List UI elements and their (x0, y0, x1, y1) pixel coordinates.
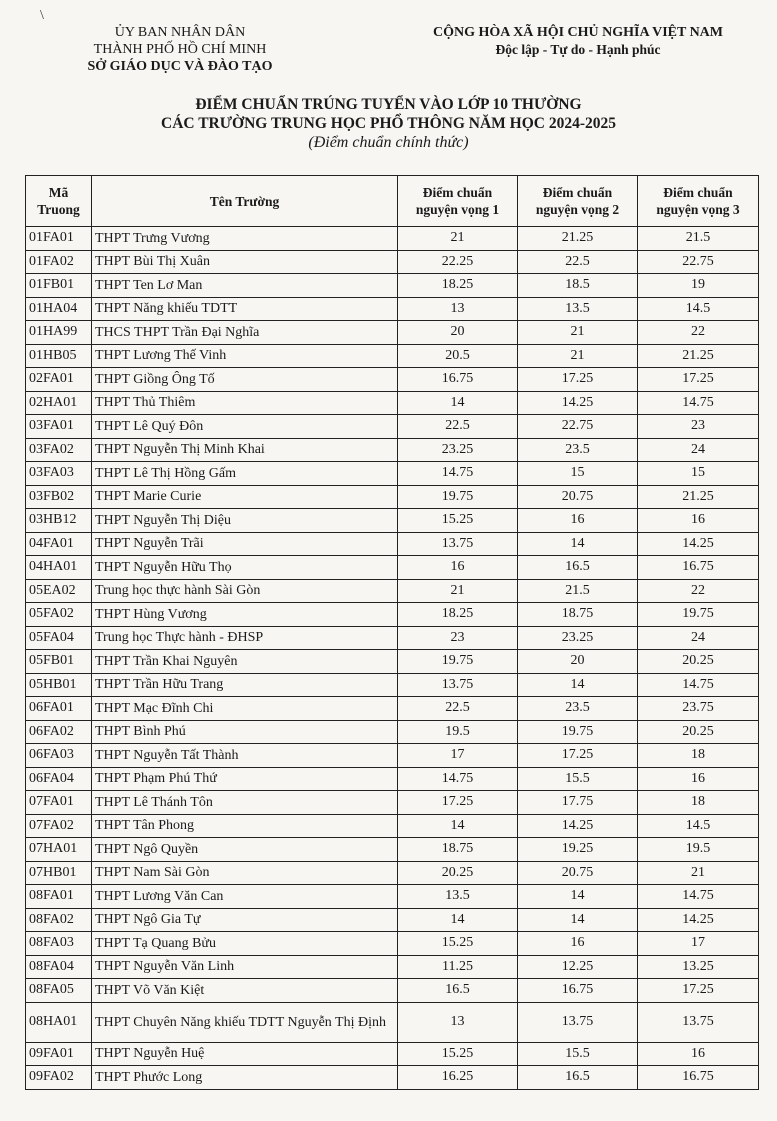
table-row (26, 908, 759, 932)
school-name-cell: THPT Hùng Vương (92, 603, 398, 627)
issuer-line-2: THÀNH PHỐ HỒ CHÍ MINH (93, 42, 267, 57)
school-code-cell: 08FA04 (26, 955, 92, 979)
table-row (26, 744, 759, 768)
school-name-cell: THPT Giồng Ông Tố (92, 368, 398, 392)
score-nv2-cell: 17.25 (518, 744, 638, 768)
score-nv2-cell: 21.5 (518, 579, 638, 603)
table-row (26, 368, 759, 392)
school-code-cell: 07HB01 (26, 861, 92, 885)
issuer-line-3: SỞ GIÁO DỤC VÀ ĐÀO TẠO (87, 59, 273, 74)
score-nv1-cell: 23 (398, 626, 518, 650)
score-nv2-cell: 16.5 (518, 1066, 638, 1090)
score-nv3-cell: 20.25 (638, 720, 759, 744)
school-name-cell: THPT Nguyễn Hữu Thọ (92, 556, 398, 580)
school-name-cell: THPT Thủ Thiêm (92, 391, 398, 415)
school-code-cell: 06FA04 (26, 767, 92, 791)
score-nv1-cell: 13 (398, 1002, 518, 1042)
table-row (26, 932, 759, 956)
score-nv3-cell: 18 (638, 744, 759, 768)
score-nv3-cell: 15 (638, 462, 759, 486)
score-nv2-cell: 14 (518, 532, 638, 556)
score-nv1-cell: 22.5 (398, 415, 518, 439)
score-nv2-cell: 20.75 (518, 485, 638, 509)
table-row (26, 697, 759, 721)
header-nv2-line-1: Điểm chuẩn (542, 185, 613, 200)
score-nv3-cell: 16.75 (638, 1066, 759, 1090)
score-nv3-cell: 14.75 (638, 673, 759, 697)
score-nv2-cell: 22.75 (518, 415, 638, 439)
score-nv3-cell: 18 (638, 791, 759, 815)
table-row (26, 979, 759, 1003)
school-name-cell: THPT Nam Sài Gòn (92, 861, 398, 885)
header-nv1-line-2: nguyện vọng 1 (415, 202, 500, 217)
school-name-cell: THPT Tân Phong (92, 814, 398, 838)
score-nv2-cell: 16.75 (518, 979, 638, 1003)
score-nv3-cell: 13.75 (638, 1002, 759, 1042)
score-nv2-cell: 14 (518, 673, 638, 697)
school-code-cell: 05EA02 (26, 579, 92, 603)
score-nv1-cell: 21 (398, 579, 518, 603)
school-code-cell: 02HA01 (26, 391, 92, 415)
school-code-cell: 08FA05 (26, 979, 92, 1003)
score-nv3-cell: 16 (638, 1042, 759, 1066)
school-name-cell: THPT Nguyễn Thị Minh Khai (92, 438, 398, 462)
score-nv2-cell: 23.25 (518, 626, 638, 650)
school-code-cell: 05FA04 (26, 626, 92, 650)
score-nv3-cell: 19.75 (638, 603, 759, 627)
score-nv1-cell: 16.5 (398, 979, 518, 1003)
score-nv3-cell: 21.25 (638, 344, 759, 368)
score-nv1-cell: 16.75 (398, 368, 518, 392)
school-name-cell: THPT Lương Thế Vinh (92, 344, 398, 368)
school-code-cell: 01FB01 (26, 274, 92, 298)
score-nv2-cell: 23.5 (518, 438, 638, 462)
score-nv2-cell: 13.75 (518, 1002, 638, 1042)
score-nv2-cell: 14.25 (518, 391, 638, 415)
school-name-cell: THPT Phước Long (92, 1066, 398, 1090)
score-nv1-cell: 23.25 (398, 438, 518, 462)
school-code-cell: 06FA02 (26, 720, 92, 744)
table-row (26, 838, 759, 862)
table-row (26, 556, 759, 580)
table-row (26, 297, 759, 321)
school-name-cell: THPT Ngô Gia Tự (92, 908, 398, 932)
document-title (0, 95, 777, 133)
score-nv1-cell: 18.75 (398, 838, 518, 862)
school-code-cell: 08FA01 (26, 885, 92, 909)
table-row (26, 1066, 759, 1090)
school-name-cell: Trung học thực hành Sài Gòn (92, 579, 398, 603)
score-nv1-cell: 16.25 (398, 1066, 518, 1090)
document-subtitle: (Điểm chuẩn chính thức) (308, 134, 469, 151)
table-row (26, 885, 759, 909)
school-code-cell: 01FA01 (26, 227, 92, 251)
score-nv3-cell: 16 (638, 767, 759, 791)
score-nv3-cell: 14.5 (638, 297, 759, 321)
score-nv3-cell: 14.75 (638, 885, 759, 909)
national-motto-block (398, 24, 758, 58)
school-code-cell: 09FA01 (26, 1042, 92, 1066)
school-code-cell: 01FA02 (26, 250, 92, 274)
school-code-cell: 08FA03 (26, 932, 92, 956)
table-row (26, 344, 759, 368)
header-nv1-line-1: Điểm chuẩn (422, 185, 493, 200)
header-nv3-line-1: Điểm chuẩn (663, 185, 733, 200)
school-code-cell: 03FA02 (26, 438, 92, 462)
score-nv1-cell: 18.25 (398, 603, 518, 627)
score-nv3-cell: 14.25 (638, 532, 759, 556)
title-line-2: CÁC TRƯỜNG TRUNG HỌC PHỔ THÔNG NĂM HỌC 2024-2025 (161, 115, 616, 132)
score-nv3-cell: 16.75 (638, 556, 759, 580)
school-name-cell: THPT Lương Văn Can (92, 885, 398, 909)
header-school-name (92, 176, 398, 227)
table-row (26, 227, 759, 251)
issuer-line-1: ỦY BAN NHÂN DÂN (114, 25, 246, 40)
table-row (26, 274, 759, 298)
school-name-cell: THPT Phạm Phú Thứ (92, 767, 398, 791)
score-nv3-cell: 22 (638, 321, 759, 345)
school-name-cell: THPT Bùi Thị Xuân (92, 250, 398, 274)
score-nv1-cell: 20.5 (398, 344, 518, 368)
table-row (26, 532, 759, 556)
school-code-cell: 01HA99 (26, 321, 92, 345)
score-nv3-cell: 19 (638, 274, 759, 298)
table-row (26, 650, 759, 674)
school-code-cell: 04HA01 (26, 556, 92, 580)
issuer-block (60, 24, 300, 75)
score-nv2-cell: 16 (518, 509, 638, 533)
school-name-cell: THPT Lê Thị Hồng Gấm (92, 462, 398, 486)
school-name-cell: THPT Nguyễn Trãi (92, 532, 398, 556)
score-nv3-cell: 14.75 (638, 391, 759, 415)
school-name-cell: THPT Nguyễn Thị Diệu (92, 509, 398, 533)
school-code-cell: 05FA02 (26, 603, 92, 627)
score-nv3-cell: 22 (638, 579, 759, 603)
score-nv1-cell: 11.25 (398, 955, 518, 979)
table-row (26, 861, 759, 885)
table-row (26, 603, 759, 627)
header-name-label: Tên Trường (209, 193, 280, 209)
school-name-cell: THPT Bình Phú (92, 720, 398, 744)
school-code-cell: 06FA01 (26, 697, 92, 721)
score-nv1-cell: 15.25 (398, 509, 518, 533)
school-name-cell: THCS THPT Trần Đại Nghĩa (92, 321, 398, 345)
school-name-cell: THPT Marie Curie (92, 485, 398, 509)
table-row (26, 250, 759, 274)
score-nv2-cell: 16.5 (518, 556, 638, 580)
score-nv1-cell: 14.75 (398, 767, 518, 791)
score-nv1-cell: 14 (398, 391, 518, 415)
score-nv1-cell: 22.5 (398, 697, 518, 721)
table-row (26, 1002, 759, 1042)
school-name-cell: Trung học Thực hành - ĐHSP (92, 626, 398, 650)
table-row (26, 485, 759, 509)
table-row (26, 791, 759, 815)
school-code-cell: 08FA02 (26, 908, 92, 932)
score-nv1-cell: 17.25 (398, 791, 518, 815)
score-nv2-cell: 14 (518, 908, 638, 932)
score-nv3-cell: 21.25 (638, 485, 759, 509)
school-code-cell: 01HA04 (26, 297, 92, 321)
school-code-cell: 03FB02 (26, 485, 92, 509)
header-school-code (26, 176, 92, 227)
table-row (26, 814, 759, 838)
score-nv3-cell: 24 (638, 626, 759, 650)
school-name-cell: THPT Tạ Quang Bửu (92, 932, 398, 956)
school-code-cell: 09FA02 (26, 1066, 92, 1090)
score-nv3-cell: 21.5 (638, 227, 759, 251)
score-nv1-cell: 13.75 (398, 673, 518, 697)
table-row (26, 321, 759, 345)
national-title: CỘNG HÒA XÃ HỘI CHỦ NGHĨA VIỆT NAM (432, 25, 723, 40)
table-row (26, 509, 759, 533)
score-nv3-cell: 17 (638, 932, 759, 956)
score-nv2-cell: 21.25 (518, 227, 638, 251)
score-nv1-cell: 14.75 (398, 462, 518, 486)
header-score-nv2 (518, 176, 638, 227)
table-row (26, 720, 759, 744)
score-nv1-cell: 22.25 (398, 250, 518, 274)
score-nv1-cell: 13 (398, 297, 518, 321)
school-name-cell: THPT Nguyễn Huệ (92, 1042, 398, 1066)
table-row (26, 462, 759, 486)
score-nv1-cell: 19.75 (398, 485, 518, 509)
score-nv3-cell: 23 (638, 415, 759, 439)
score-nv1-cell: 20 (398, 321, 518, 345)
score-nv2-cell: 23.5 (518, 697, 638, 721)
score-nv2-cell: 19.25 (518, 838, 638, 862)
header-score-nv3 (638, 176, 759, 227)
corner-mark: \ (40, 8, 44, 23)
school-name-cell: THPT Năng khiếu TDTT (92, 297, 398, 321)
school-code-cell: 03FA01 (26, 415, 92, 439)
school-name-cell: THPT Nguyễn Tất Thành (92, 744, 398, 768)
score-nv3-cell: 19.5 (638, 838, 759, 862)
school-name-cell: THPT Võ Văn Kiệt (92, 979, 398, 1003)
score-nv1-cell: 21 (398, 227, 518, 251)
table-row (26, 438, 759, 462)
score-nv2-cell: 15.5 (518, 1042, 638, 1066)
score-nv3-cell: 20.25 (638, 650, 759, 674)
school-code-cell: 07FA02 (26, 814, 92, 838)
table-row (26, 767, 759, 791)
table-row (26, 626, 759, 650)
school-name-cell: THPT Nguyễn Văn Linh (92, 955, 398, 979)
table-header-row (26, 176, 759, 227)
table-row (26, 579, 759, 603)
score-nv1-cell: 18.25 (398, 274, 518, 298)
score-nv1-cell: 13.75 (398, 532, 518, 556)
school-name-cell: THPT Ngô Quyền (92, 838, 398, 862)
score-nv1-cell: 19.75 (398, 650, 518, 674)
score-nv2-cell: 21 (518, 344, 638, 368)
table-row (26, 415, 759, 439)
score-nv2-cell: 18.5 (518, 274, 638, 298)
school-name-cell: THPT Chuyên Năng khiếu TDTT Nguyễn Thị Định (92, 1002, 398, 1042)
score-nv2-cell: 18.75 (518, 603, 638, 627)
score-nv3-cell: 22.75 (638, 250, 759, 274)
score-nv3-cell: 14.5 (638, 814, 759, 838)
header-nv3-line-2: nguyện vọng 3 (656, 202, 740, 217)
school-code-cell: 07FA01 (26, 791, 92, 815)
score-nv1-cell: 14 (398, 908, 518, 932)
school-name-cell: THPT Lê Quý Đôn (92, 415, 398, 439)
score-nv2-cell: 17.25 (518, 368, 638, 392)
score-nv2-cell: 17.75 (518, 791, 638, 815)
score-nv2-cell: 20 (518, 650, 638, 674)
school-code-cell: 05FB01 (26, 650, 92, 674)
score-table (25, 175, 759, 1090)
school-name-cell: THPT Lê Thánh Tôn (92, 791, 398, 815)
header-nv2-line-2: nguyện vọng 2 (535, 202, 620, 217)
score-nv2-cell: 21 (518, 321, 638, 345)
score-nv3-cell: 17.25 (638, 368, 759, 392)
score-nv2-cell: 14 (518, 885, 638, 909)
school-name-cell: THPT Ten Lơ Man (92, 274, 398, 298)
score-nv1-cell: 16 (398, 556, 518, 580)
score-nv3-cell: 21 (638, 861, 759, 885)
score-nv2-cell: 15.5 (518, 767, 638, 791)
school-code-cell: 04FA01 (26, 532, 92, 556)
score-nv2-cell: 12.25 (518, 955, 638, 979)
school-code-cell: 06FA03 (26, 744, 92, 768)
table-row (26, 1042, 759, 1066)
school-code-cell: 05HB01 (26, 673, 92, 697)
score-nv3-cell: 14.25 (638, 908, 759, 932)
header-code-line-2: Truong (37, 202, 80, 217)
score-nv2-cell: 19.75 (518, 720, 638, 744)
header-code-line-1: Mã (48, 185, 69, 200)
score-nv2-cell: 16 (518, 932, 638, 956)
score-nv2-cell: 20.75 (518, 861, 638, 885)
table-row (26, 955, 759, 979)
school-name-cell: THPT Trưng Vương (92, 227, 398, 251)
school-code-cell: 03HB12 (26, 509, 92, 533)
school-code-cell: 03FA03 (26, 462, 92, 486)
score-nv2-cell: 14.25 (518, 814, 638, 838)
school-code-cell: 08HA01 (26, 1002, 92, 1042)
score-nv3-cell: 17.25 (638, 979, 759, 1003)
score-nv3-cell: 16 (638, 509, 759, 533)
school-code-cell: 01HB05 (26, 344, 92, 368)
title-line-1: ĐIỂM CHUẨN TRÚNG TUYỂN VÀO LỚP 10 THƯỜNG (195, 96, 582, 113)
school-code-cell: 02FA01 (26, 368, 92, 392)
score-nv3-cell: 23.75 (638, 697, 759, 721)
score-nv2-cell: 15 (518, 462, 638, 486)
national-motto: Độc lập - Tự do - Hạnh phúc (495, 42, 661, 57)
table-row (26, 391, 759, 415)
score-nv1-cell: 20.25 (398, 861, 518, 885)
table-row (26, 673, 759, 697)
score-nv1-cell: 13.5 (398, 885, 518, 909)
score-nv3-cell: 24 (638, 438, 759, 462)
school-name-cell: THPT Trần Hữu Trang (92, 673, 398, 697)
score-nv1-cell: 15.25 (398, 1042, 518, 1066)
header-score-nv1 (398, 176, 518, 227)
score-nv2-cell: 13.5 (518, 297, 638, 321)
school-name-cell: THPT Mạc Đĩnh Chi (92, 697, 398, 721)
school-name-cell: THPT Trần Khai Nguyên (92, 650, 398, 674)
score-nv2-cell: 22.5 (518, 250, 638, 274)
score-nv3-cell: 13.25 (638, 955, 759, 979)
score-nv1-cell: 14 (398, 814, 518, 838)
score-nv1-cell: 19.5 (398, 720, 518, 744)
school-code-cell: 07HA01 (26, 838, 92, 862)
score-nv1-cell: 15.25 (398, 932, 518, 956)
score-nv1-cell: 17 (398, 744, 518, 768)
